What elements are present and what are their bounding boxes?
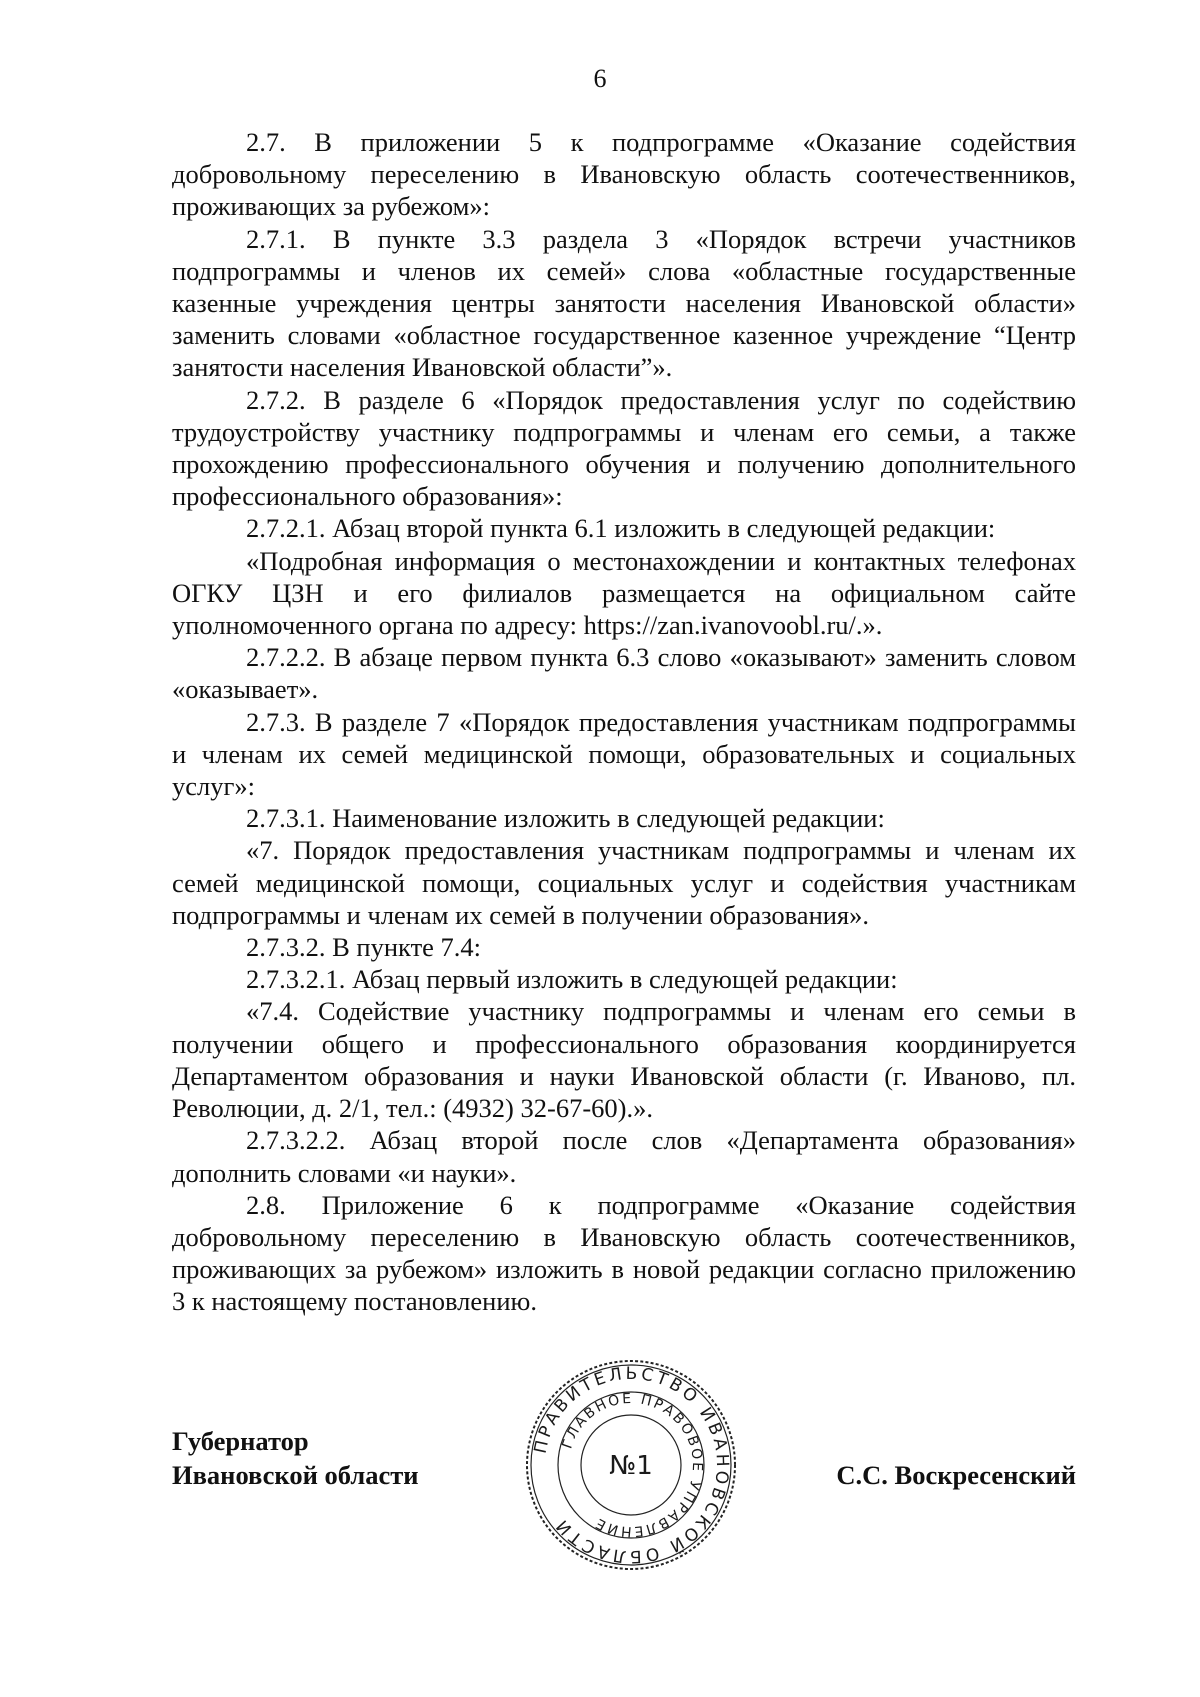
paragraph-2-7-3: 2.7.3. В разделе 7 «Порядок предоставления участникам подпрограммы и членам их семей медицинской помощи, образовательных и социальных услуг»:	[172, 706, 1076, 802]
position-line-2: Ивановской области	[172, 1460, 419, 1490]
signatory-name: С.С. Воскресенский	[836, 1460, 1076, 1490]
official-stamp	[522, 1356, 740, 1574]
signatory-position	[172, 1424, 419, 1492]
document-body	[172, 126, 1076, 1318]
paragraph-2-7-3-1: 2.7.3.1. Наименование изложить в следующей редакции:	[246, 803, 885, 834]
paragraph-2-7-1: 2.7.1. В пункте 3.3 раздела 3 «Порядок встречи участников подпрограммы и членов их семей» слова «областные государственные казенные учреждения центры занятости населения Ивановской области» заменить словами «областное государственное казенное учреждение “Центр занятости населения Ивановской области”».	[172, 223, 1076, 383]
stamp-seal-icon	[522, 1356, 740, 1574]
stamp-outer-text: ПРАВИТЕЛЬСТВО ИВАНОВСКОЙ ОБЛАСТИ	[530, 1363, 733, 1567]
paragraph-2-8: 2.8. Приложение 6 к подпрограмме «Оказание содействия добровольному переселению в Ивановскую область соотечественников, проживающих за рубежом» изложить в новой редакции согласно приложению 3 к настоящему постановлению.	[172, 1189, 1076, 1317]
paragraph-quote-7-4: «7.4. Содействие участнику подпрограммы и членам его семьи в получении общего и профессионального образования координируется Департаментом образования и науки Ивановской области (г. Иваново, пл. Революции, д. 2/1, тел.: (4932) 32-67-60).».	[172, 996, 1076, 1124]
stamp-inner-text: ГЛАВНОЕ ПРАВОВОЕ УПРАВЛЕНИЕ	[559, 1390, 706, 1540]
paragraph-2-7-3-2: 2.7.3.2. В пункте 7.4:	[246, 932, 482, 963]
paragraph-2-7-2-1: 2.7.2.1. Абзац второй пункта 6.1 изложить в следующей редакции:	[246, 513, 996, 544]
paragraph-quote-6-1: «Подробная информация о местонахождении и контактных телефонах ОГКУ ЦЗН и его филиалов размещается на официальном сайте уполномоченного органа по адресу: https://zan.ivanovoobl.ru/.».	[172, 545, 1076, 641]
position-line-1: Губернатор	[172, 1426, 309, 1456]
paragraph-quote-7: «7. Порядок предоставления участникам подпрограммы и членам их семей медицинской помощи, социальных услуг и содействия участникам подпрограммы и членам их семей в получении образования».	[172, 835, 1076, 930]
paragraph-2-7: 2.7. В приложении 5 к подпрограмме «Оказание содействия добровольному переселению в Ивановскую область соотечественников, проживающих за рубежом»:	[172, 127, 1076, 222]
paragraph-2-7-3-2-2: 2.7.3.2.2. Абзац второй после слов «Департамента образования» дополнить словами «и науки».	[172, 1125, 1076, 1188]
paragraph-2-7-2: 2.7.2. В разделе 6 «Порядок предоставления услуг по содействию трудоустройству участнику подпрограммы и членам его семьи, а также прохождению профессионального обучения и получению дополнительного профессионального образования»:	[172, 384, 1076, 512]
page-number: 6	[593, 64, 607, 93]
paragraph-2-7-2-2: 2.7.2.2. В абзаце первом пункта 6.3 слово «оказывают» заменить словом «оказывает».	[172, 642, 1076, 705]
stamp-number: №1	[609, 1451, 653, 1481]
paragraph-2-7-3-2-1: 2.7.3.2.1. Абзац первый изложить в следующей редакции:	[246, 964, 898, 995]
